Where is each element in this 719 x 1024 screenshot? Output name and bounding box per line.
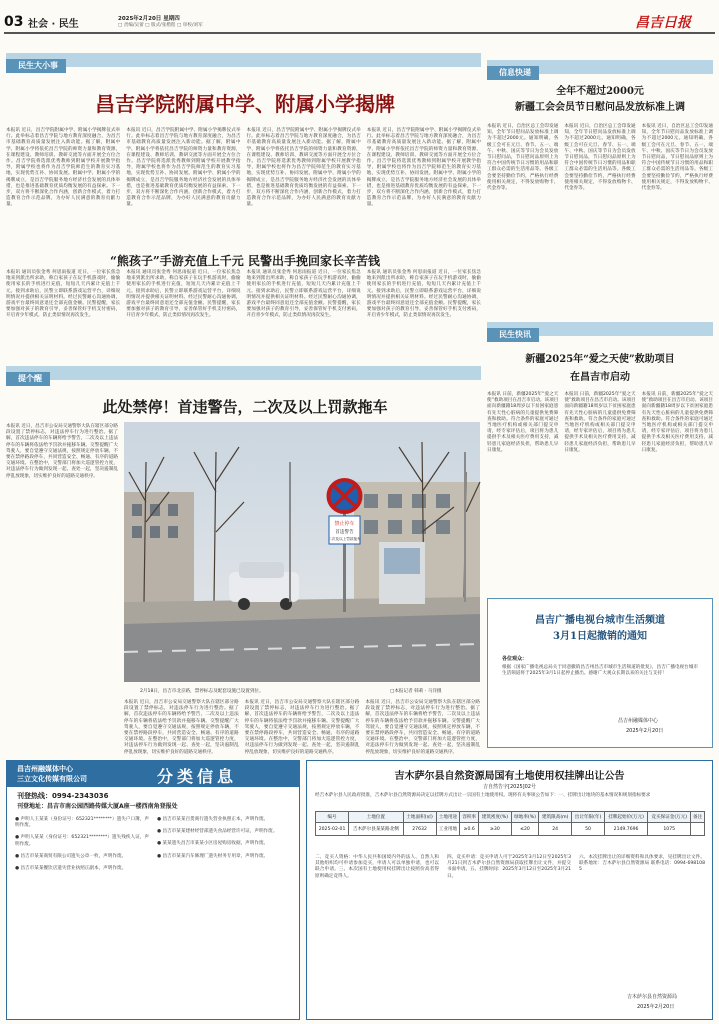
land-notice	[306, 760, 713, 1020]
land-table-cell: ≤20	[511, 823, 539, 836]
land-table-cell	[691, 823, 705, 836]
classified-org-2: 三立文化传媒有限公司	[17, 775, 87, 783]
classified-header	[7, 761, 299, 787]
land-notice-date: 2025年2月20日	[637, 1004, 675, 1010]
classified-item: ● 昌吉市某某餐饮店遗失营业执照正副本，声明作废。	[15, 866, 127, 872]
story-body-col: 本报讯 近日，昌吉学院附属中学、附属小学揭牌仪式举行。此举标志着昌吉学院与地方教育深度融合，为昌吉市基础教育高质量发展注入新动能。据了解，附属中学、附属小学将依托昌吉学院的师资力量和教育资源，在课程建设、教师培训、教研交流等方面开展全方位合作。昌吉学院将选派优秀教师到附属学校开展教学指导，附属学校也将作为昌吉学院师范生的教育实习基地，实现优势互补、协同发展。附属中学、附属小学的揭牌成立，是昌吉学院服务地方经济社会发展的具体举措，也是推进基础教育优质均衡发展的有益探索。下一步，双方将不断深化合作内涵，创新合作模式，着力打造教育合作示范品牌，为办好人民满意的教育贡献力量。	[366, 128, 481, 208]
land-table-cell: ≥30	[479, 823, 512, 836]
story-body-col: 本报讯 近日，昌吉市公安局交通警察大队在辖区部分路段设置了禁停标志，对违法停车行为进行整治。据了解，首次违法停车的车辆将给予警告，二次及以上违法停车的车辆将依法给予罚款并拖移车辆。交警提醒广大驾驶人，要自觉遵守交通法规，按照规定停放车辆，不要在禁停路段停车，共同营造安全、畅通、有序的道路交通环境。在整治中，交警部门将加大巡逻管控力度，对违法停车行为做到发现一起、查处一起，坚决遏制乱停乱放现象，切实维护良好的道路交通秩序。	[244, 700, 360, 755]
land-notice-title: 吉木萨尔县自然资源局国有土地使用权挂牌出让公告	[394, 771, 625, 782]
notice-greeting: 各位观众：	[502, 656, 528, 662]
classified-items-col2	[157, 817, 291, 860]
land-table-cell: 2149.7696	[604, 823, 647, 836]
story-body	[487, 124, 713, 330]
story-body-col: 本报讯 日前，新疆2025年“爱之天使”救助项目在昌吉市启动。该项目面向新疆籍18周岁以下贫困家庭患有先天性心脏病的儿童提供免费筛查和救助。符合条件的家庭可通过当地医疗机构或相关部门提交申请，经专家评估后，项目将为患儿提供手术及相关医疗费用支持，减轻患儿家庭经济负担，帮助患儿早日康复。	[641, 392, 713, 453]
classified-address: 刊登地址：昌吉市南公园西路传媒大厦A座一楼西南角登报处	[17, 803, 178, 810]
story-title: 此处禁停！首违警告，二次及以上罚款拖车	[102, 398, 388, 416]
land-notice-signature: 吉木萨尔县自然资源局	[627, 994, 678, 1000]
sign-text-2: 首违警告	[335, 530, 354, 535]
land-table-header-cell: 土地位置	[349, 812, 404, 823]
street-photo	[124, 422, 480, 682]
issue-date: 2025年2月20日 星期四	[118, 16, 180, 22]
page-number: 03	[4, 14, 24, 30]
story-body-col: 本报讯 近日，昌吉学院附属中学、附属小学揭牌仪式举行。此举标志着昌吉学院与地方教育深度融合，为昌吉市基础教育高质量发展注入新动能。据了解，附属中学、附属小学将依托昌吉学院的师资力量和教育资源，在课程建设、教师培训、教研交流等方面开展全方位合作。昌吉学院将选派优秀教师到附属学校开展教学指导，附属学校也将作为昌吉学院师范生的教育实习基地，实现优势互补、协同发展。附属中学、附属小学的揭牌成立，是昌吉学院服务地方经济社会发展的具体举措，也是推进基础教育优质均衡发展的有益探索。下一步，双方将不断深化合作内涵，创新合作模式，着力打造教育合作示范品牌，为办好人民满意的教育贡献力量。	[126, 128, 241, 208]
classified-item: ● 昌吉市某某商贸有限公司遗失公章一枚，声明作废。	[15, 853, 127, 859]
land-notice-body-col: 二、竞买人资格：中华人民共和国境内外的法人、自然人和其他组织均可申请参加竞买，申请人可以单独申请，也可以联合申请。三、本次国有土地使用权挂牌出让按照价高者得原则确定竞得人。	[315, 855, 439, 879]
story-body-col: 本报讯 通讯员张金秀 何思雨报道 近日，一位家长焦急地来到派出所求助，称自家孩子在玩手机游戏时，偷偷使用家长的手机进行充值，短短几天内累计充值上千元。接到求助后，民警立即联系游戏运营平台，详细说明情况并提供相关证明材料。经过民警耐心沟通协调，游戏平台最终同意退还全部充值金额。民警提醒，家长要加强对孩子的教育引导，妥善保管好手机支付密码，开启青少年模式，防止类似情况再次发生。	[366, 270, 481, 319]
classified-item: ● 昌吉市某某建材经营部遗失食品经营许可证，声明作废。	[157, 829, 278, 835]
classified-phone: 刊登热线：0994-2343036	[17, 792, 109, 800]
story-body-col: 本报讯 近日，昌吉学院附属中学、附属小学揭牌仪式举行。此举标志着昌吉学院与地方教育深度融合，为昌吉市基础教育高质量发展注入新动能。据了解，附属中学、附属小学将依托昌吉学院的师资力量和教育资源，在课程建设、教师培训、教研交流等方面开展全方位合作。昌吉学院将选派优秀教师到附属学校开展教学指导，附属学校也将作为昌吉学院师范生的教育实习基地，实现优势互补、协同发展。附属中学、附属小学的揭牌成立，是昌吉学院服务地方经济社会发展的具体举措，也是推进基础教育优质均衡发展的有益探索。下一步，双方将不断深化合作内涵，创新合作模式，着力打造教育合作示范品牌，为办好人民满意的教育贡献力量。	[6, 128, 121, 208]
land-table-header-cell: 土地用途	[436, 812, 460, 823]
section-name: 社会 · 民生	[28, 19, 79, 30]
land-table-header-cell: 容积率	[460, 812, 479, 823]
photo-credit: □本报记者 韩莉 · 马洋摄	[390, 689, 442, 694]
land-table-cell: 27632	[403, 823, 436, 836]
banner-label: 民生快讯	[487, 328, 539, 342]
land-table-cell: 工业用地	[436, 823, 460, 836]
masthead-logo: 昌吉日报	[635, 15, 691, 31]
story-title: 昌吉学院附属中学、附属小学揭牌	[95, 92, 395, 116]
land-table-header-cell: 建筑密度(%)	[479, 812, 512, 823]
land-table-header-cell: 绿地率(%)	[511, 812, 539, 823]
story-body	[487, 392, 713, 592]
land-table-header	[316, 812, 705, 823]
street-scene-image	[124, 422, 480, 682]
story-body-col: 本报讯 近日，自治区总工会印发通知，全年节日慰问品发放标准上调为不超过2000元。通知明确，各级工会可在元旦、春节、五一、端午、中秋、国庆等节日为会员发放节日慰问品，节日慰问品原则上为符合中国传统节日习惯的用品和职工群众必需的生活用品等。各级工会要坚持勤俭节约，严格执行经费使用相关规定，不得发放购物卡、代金券等。	[564, 124, 636, 192]
notice-title-line2: 3月1日起撤销的通知	[553, 631, 647, 642]
land-table-cell: 50	[572, 823, 605, 836]
story-body-col: 本报讯 日前，新疆2025年“爱之天使”救助项目在昌吉市启动。该项目面向新疆籍18周岁以下贫困家庭患有先天性心脏病的儿童提供免费筛查和救助。符合条件的家庭可通过当地医疗机构或相关部门提交申请，经专家评估后，项目将为患儿提供手术及相关医疗费用支持，减轻患儿家庭经济负担，帮助患儿早日康复。	[487, 392, 559, 453]
land-notice-number: 吉自然告字[2025]02号	[483, 784, 536, 790]
land-table-header-cell: 挂牌起始价(万元)	[604, 812, 647, 823]
classified-items-col1	[15, 817, 149, 872]
land-table-header-cell: 出让年限(年)	[572, 812, 605, 823]
story-body	[6, 270, 481, 346]
section-banner-tixing	[6, 366, 481, 383]
land-table-cell: ≥0.6	[460, 823, 479, 836]
editors-line: □ 责编/吴蕾 □ 版式/张楷程 □ 审校/刘军	[118, 23, 203, 28]
photo-caption: 2月18日，昌吉市北京路，禁停标志及配套设施已设置到位。	[140, 689, 264, 694]
story-title-line1: 新疆2025年“爱之天使”救助项目	[525, 354, 675, 365]
banner-label: 民生大小事	[6, 59, 66, 73]
land-table-cell: 2025-02-01	[316, 823, 349, 836]
story-body	[124, 700, 481, 755]
page-header	[0, 0, 719, 38]
notice-title-line1: 昌吉广播电视台城市生活频道	[535, 615, 665, 626]
land-notice-body-col: 四、竞买申请：竞买申请人可于2025年3月12日至2025年3月21日到吉木萨尔县自然资源局获取挂牌出让文件，并提交书面申请。五、挂牌时间：2025年3月12日至2025年3月21日。	[447, 855, 571, 879]
notice-signature: 昌吉州融媒体中心	[618, 718, 659, 724]
channel-notice	[487, 598, 713, 748]
story-body-col: 本报讯 通讯员张金秀 何思雨报道 近日，一位家长焦急地来到派出所求助，称自家孩子在玩手机游戏时，偷偷使用家长的手机进行充值，短短几天内累计充值上千元。接到求助后，民警立即联系游戏运营平台，详细说明情况并提供相关证明材料。经过民警耐心沟通协调，游戏平台最终同意退还全部充值金额。民警提醒，家长要加强对孩子的教育引导，妥善保管好手机支付密码，开启青少年模式，防止类似情况再次发生。	[246, 270, 361, 319]
land-table-cell: 24	[539, 823, 572, 836]
land-notice-intro: 经吉木萨尔县人民政府批准，吉木萨尔县自然资源局决定以挂牌方式出让一宗国有土地使用权。现将有关事项公告如下：一、挂牌出让地块的基本情况和规划指标要求	[315, 793, 651, 798]
land-table	[315, 811, 705, 836]
classified-item: ● 昌吉市某某汽车修理厂遗失财务专用章，声明作废。	[157, 853, 269, 859]
classified-section	[6, 760, 300, 1020]
classified-title: 分类信息	[157, 767, 238, 786]
banner-label: 提个醒	[6, 372, 50, 386]
classified-item: ● 声明人某某（身份证号：652321********）遗失残疾人证，声明作废。	[15, 835, 149, 847]
land-table-header-cell: 竞买保证金(万元)	[648, 812, 691, 823]
story-body-col: 本报讯 日前，新疆2025年“爱之天使”救助项目在昌吉市启动。该项目面向新疆籍18周岁以下贫困家庭患有先天性心脏病的儿童提供免费筛查和救助。符合条件的家庭可通过当地医疗机构或相关部门提交申请，经专家评估后，项目将为患儿提供手术及相关医疗费用支持，减轻患儿家庭经济负担，帮助患儿早日康复。	[564, 392, 636, 453]
story-title-line2: 新疆工会会员节日慰问品发放标准上调	[515, 102, 685, 113]
land-table-cell: 1075	[648, 823, 691, 836]
story-body-col: 本报讯 近日，昌吉市公安局交通警察大队在辖区部分路段设置了禁停标志，对违法停车行为进行整治。据了解，首次违法停车的车辆将给予警告，二次及以上违法停车的车辆将依法给予罚款并拖移车辆。交警提醒广大驾驶人，要自觉遵守交通法规，按照规定停放车辆，不要在禁停路段停车，共同营造安全、畅通、有序的道路交通环境。在整治中，交警部门将加大巡逻管控力度，对违法停车行为做到发现一起、查处一起，坚决遏制乱停乱放现象，切实维护良好的道路交通秩序。	[6, 424, 118, 479]
story-title-line2: 在昌吉市启动	[570, 372, 630, 383]
story-body-col: 本报讯 近日，自治区总工会印发通知，全年节日慰问品发放标准上调为不超过2000元。通知明确，各级工会可在元旦、春节、五一、端午、中秋、国庆等节日为会员发放节日慰问品，节日慰问品原则上为符合中国传统节日习惯的用品和职工群众必需的生活用品等。各级工会要坚持勤俭节约，严格执行经费使用相关规定，不得发放购物卡、代金券等。	[487, 124, 559, 192]
sign-text-1: 禁止停车	[334, 521, 355, 527]
story-body-col: 本报讯 通讯员张金秀 何思雨报道 近日，一位家长焦急地来到派出所求助，称自家孩子在玩手机游戏时，偷偷使用家长的手机进行充值，短短几天内累计充值上千元。接到求助后，民警立即联系游戏运营平台，详细说明情况并提供相关证明材料。经过民警耐心沟通协调，游戏平台最终同意退还全部充值金额。民警提醒，家长要加强对孩子的教育引导，妥善保管好手机支付密码，开启青少年模式，防止类似情况再次发生。	[126, 270, 241, 319]
story-body-col: 本报讯 近日，自治区总工会印发通知，全年节日慰问品发放标准上调为不超过2000元。通知明确，各级工会可在元旦、春节、五一、端午、中秋、国庆等节日为会员发放节日慰问品，节日慰问品原则上为符合中国传统节日习惯的用品和职工群众必需的生活用品等。各级工会要坚持勤俭节约，严格执行经费使用相关规定，不得发放购物卡、代金券等。	[641, 124, 713, 192]
land-notice-body-col: 六、本次挂牌出让的详细资料和具体要求，见挂牌出让文件。联系地址：吉木萨尔县自然资源局 联系电话：0994-6981085	[579, 855, 705, 873]
land-table-header-cell: 建筑限高(m)	[539, 812, 572, 823]
story-body	[6, 128, 481, 228]
notice-date: 2025年2月20日	[626, 728, 664, 734]
land-table-header-cell: 备注	[691, 812, 705, 823]
story-title: “熊孩子”手游充值上千元 民警出手挽回家长辛苦钱	[110, 254, 380, 268]
land-table-cell: 吉木萨尔县某某路北侧	[349, 823, 404, 836]
header-rule	[4, 32, 715, 34]
section-banner-xinxi	[487, 60, 713, 77]
classified-item: ● 某某遗失昌吉市某某小区房屋购房收据，声明作废。	[157, 841, 269, 847]
section-banner-mingsheng	[6, 53, 481, 70]
story-body-col: 本报讯 近日，昌吉市公安局交通警察大队在辖区部分路段设置了禁停标志，对违法停车行为进行整治。据了解，首次违法停车的车辆将给予警告，二次及以上违法停车的车辆将依法给予罚款并拖移车辆。交警提醒广大驾驶人，要自觉遵守交通法规，按照规定停放车辆，不要在禁停路段停车，共同营造安全、畅通、有序的道路交通环境。在整治中，交警部门将加大巡逻管控力度，对违法停车行为做到发现一起、查处一起，坚决遏制乱停乱放现象，切实维护良好的道路交通秩序。	[124, 700, 239, 755]
land-table-row	[316, 823, 705, 836]
story-body-col: 本报讯 通讯员张金秀 何思雨报道 近日，一位家长焦急地来到派出所求助，称自家孩子在玩手机游戏时，偷偷使用家长的手机进行充值，短短几天内累计充值上千元。接到求助后，民警立即联系游戏运营平台，详细说明情况并提供相关证明材料。经过民警耐心沟通协调，游戏平台最终同意退还全部充值金额。民警提醒，家长要加强对孩子的教育引导，妥善保管好手机支付密码，开启青少年模式，防止类似情况再次发生。	[6, 270, 121, 319]
classified-item: ● 昌吉市某某百货商行遗失营业执照正本，声明作废。	[157, 817, 269, 822]
story-title-line1: 全年不超过2000元	[556, 86, 644, 97]
land-table-header-cell: 土地面积(㎡)	[403, 812, 436, 823]
classified-item: ● 声明人王某某（身份证号：652321********）遗失户口簿，声明作废。	[15, 817, 149, 829]
land-table-header-cell: 编号	[316, 812, 349, 823]
notice-body: 根据《国家广播电视总局关于同意撤销昌吉州昌吉市城市生活频道的批复》，昌吉广播电视台城市生活频道将于2025年3月1日起停止播出。感谢广大观众长期以来的关注与支持！	[502, 665, 698, 677]
classified-org-1: 昌吉州融媒体中心	[17, 765, 73, 773]
sign-text-3: 二次及以上罚款拖车	[328, 537, 361, 541]
story-body-col: 本报讯 近日，昌吉市公安局交通警察大队在辖区部分路段设置了禁停标志，对违法停车行为进行整治。据了解，首次违法停车的车辆将给予警告，二次及以上违法停车的车辆将依法给予罚款并拖移车辆。交警提醒广大驾驶人，要自觉遵守交通法规，按照规定停放车辆，不要在禁停路段停车，共同营造安全、畅通、有序的道路交通环境。在整治中，交警部门将加大巡逻管控力度，对违法停车行为做到发现一起、查处一起，坚决遏制乱停乱放现象，切实维护良好的道路交通秩序。	[365, 700, 481, 755]
story-body-col: 本报讯 近日，昌吉学院附属中学、附属小学揭牌仪式举行。此举标志着昌吉学院与地方教育深度融合，为昌吉市基础教育高质量发展注入新动能。据了解，附属中学、附属小学将依托昌吉学院的师资力量和教育资源，在课程建设、教师培训、教研交流等方面开展全方位合作。昌吉学院将选派优秀教师到附属学校开展教学指导，附属学校也将作为昌吉学院师范生的教育实习基地，实现优势互补、协同发展。附属中学、附属小学的揭牌成立，是昌吉学院服务地方经济社会发展的具体举措，也是推进基础教育优质均衡发展的有益探索。下一步，双方将不断深化合作内涵，创新合作模式，着力打造教育合作示范品牌，为办好人民满意的教育贡献力量。	[246, 128, 361, 208]
banner-label: 信息快递	[487, 66, 539, 80]
section-banner-kuaixun	[487, 322, 713, 339]
